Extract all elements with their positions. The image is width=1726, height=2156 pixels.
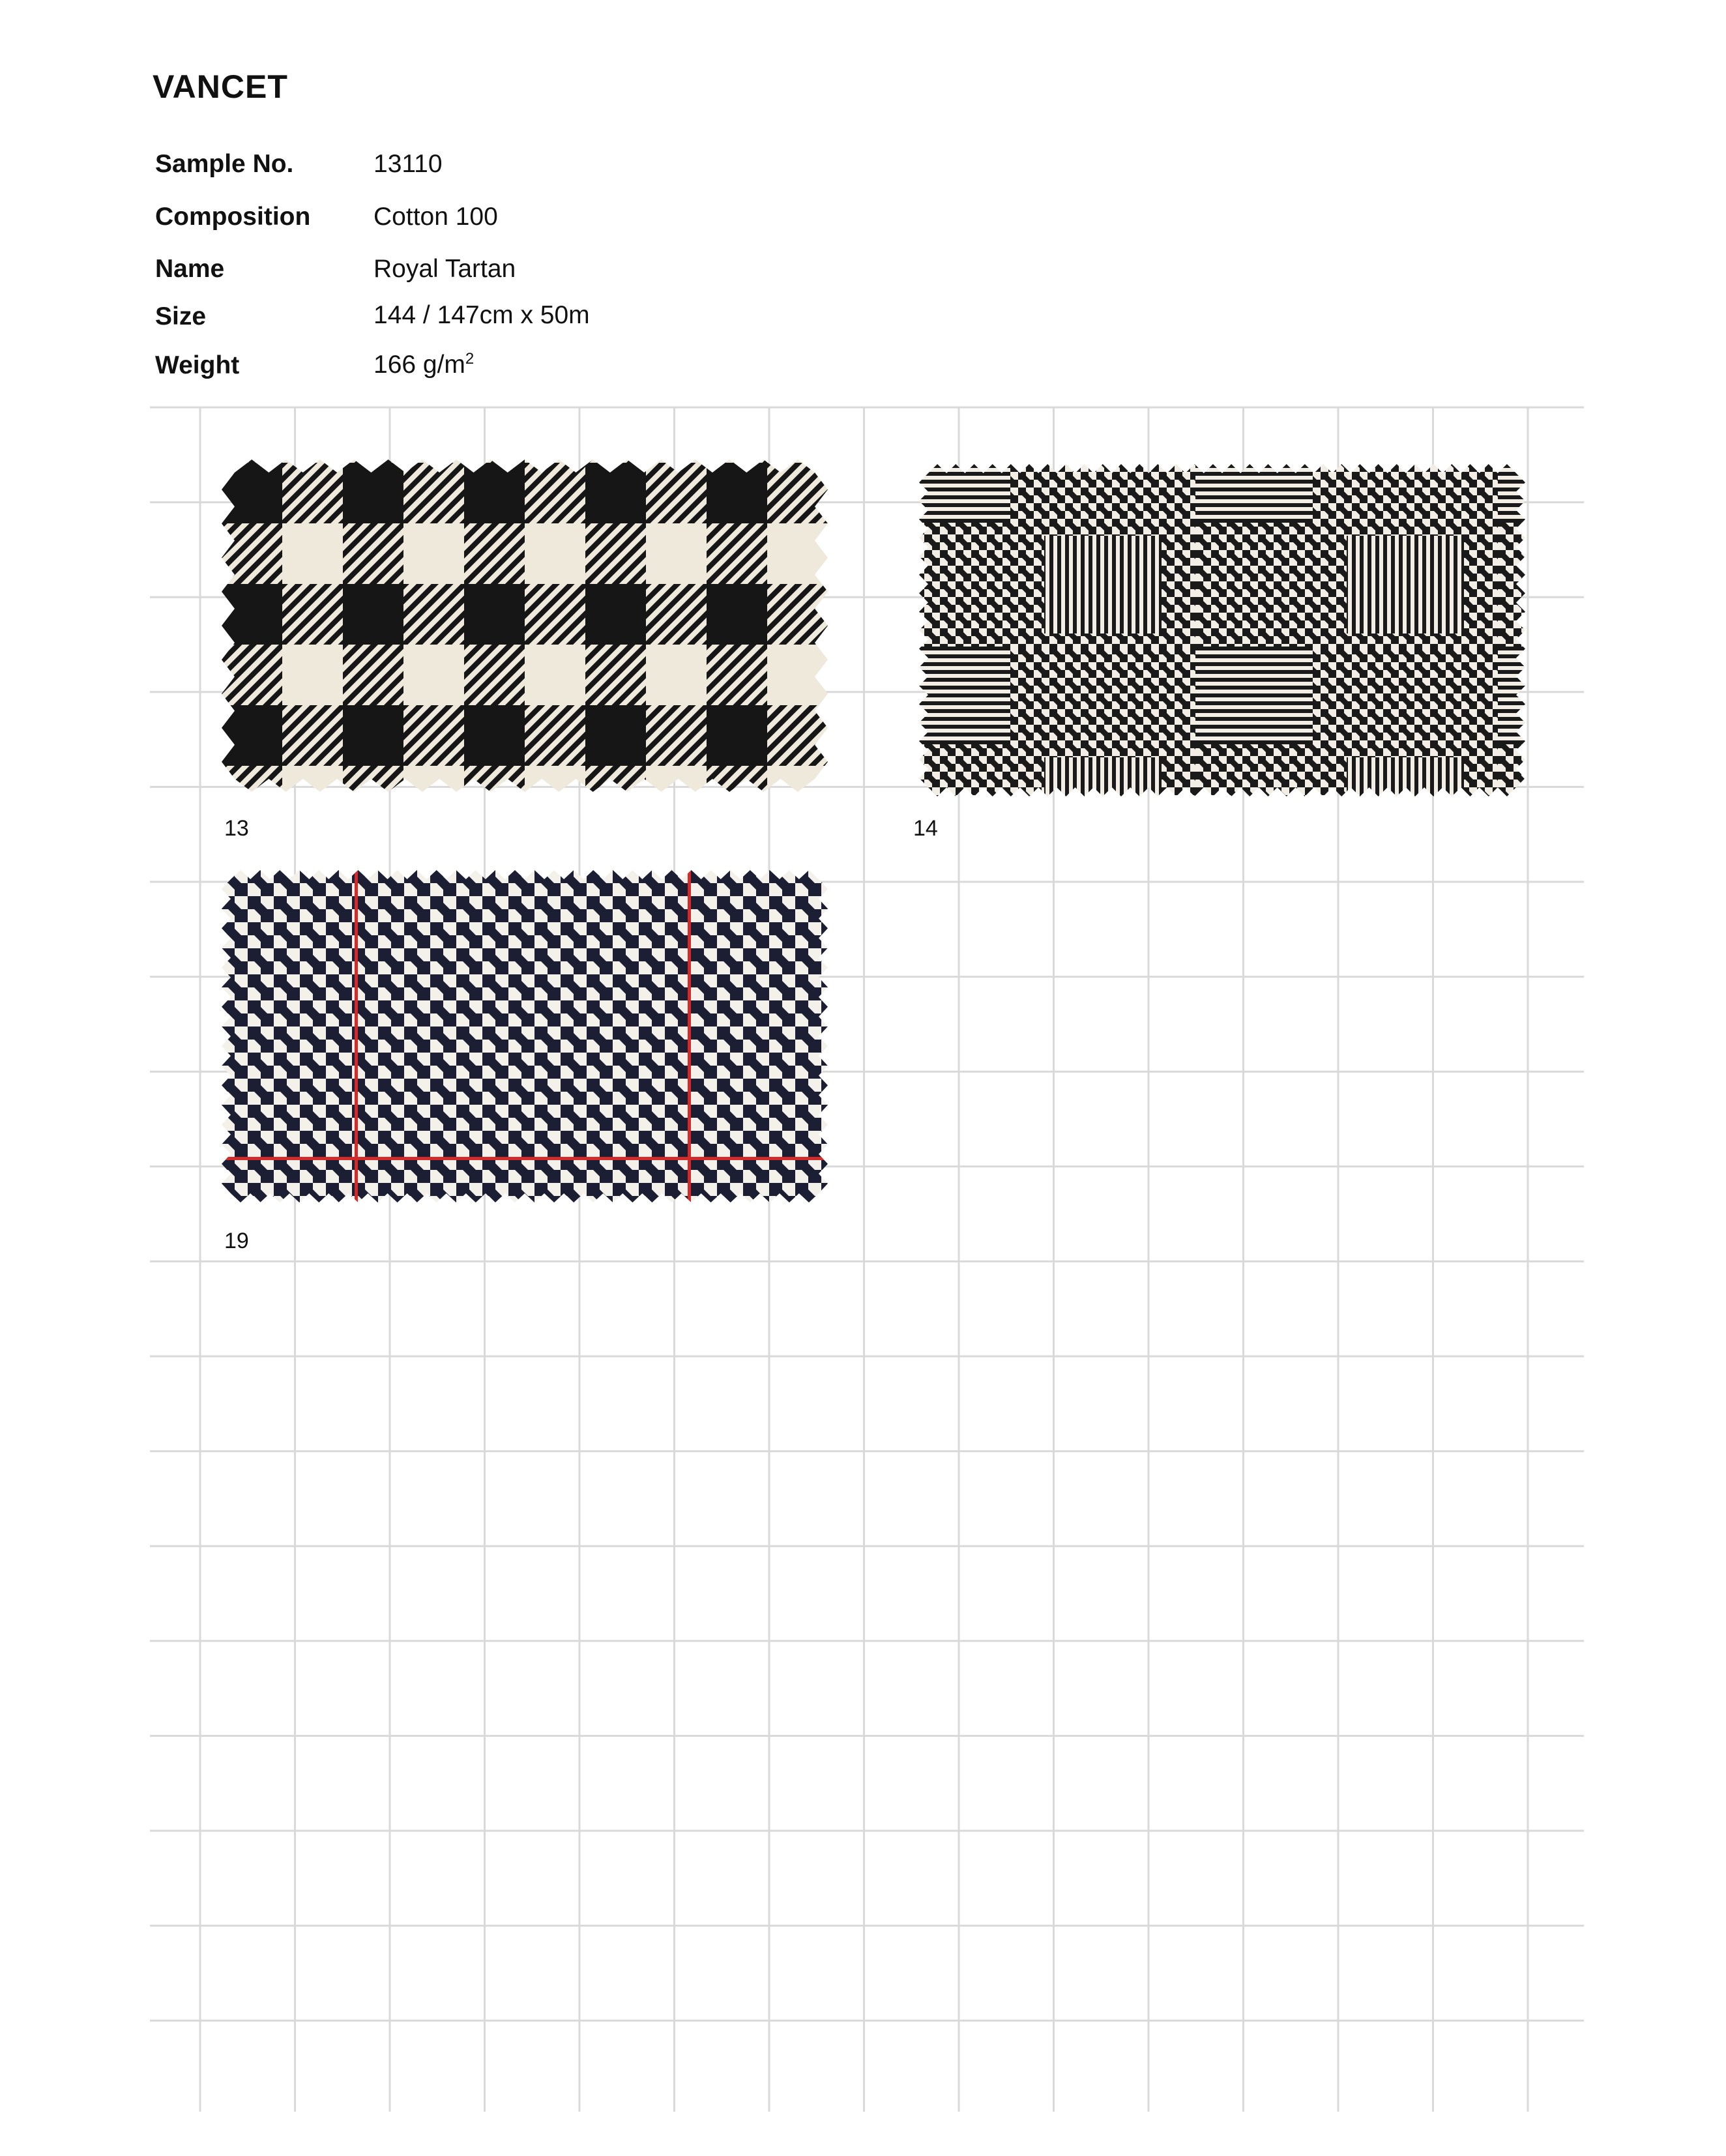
swatch-13-number: 13 <box>224 816 249 841</box>
brand-title: VANCET <box>153 68 288 105</box>
weight-label: Weight <box>155 351 240 379</box>
weight-value <box>373 351 474 377</box>
size-label: Size <box>155 302 207 330</box>
weight-value-text: 166 g/m <box>373 351 465 379</box>
name-value: Royal Tartan <box>373 255 516 283</box>
fabric-swatch-image <box>222 870 828 1202</box>
composition-value: Cotton 100 <box>373 203 498 231</box>
weight-unit-superscript: 2 <box>465 350 475 368</box>
sample-no-label: Sample No. <box>155 150 294 178</box>
swatch-13[interactable] <box>222 459 828 792</box>
swatch-19-number: 19 <box>224 1229 249 1253</box>
fabric-swatch-image <box>222 459 828 792</box>
fabric-swatch-image <box>919 464 1525 796</box>
sample-no-value: 13110 <box>373 150 443 178</box>
swatch-14[interactable] <box>919 464 1525 796</box>
composition-label: Composition <box>155 203 311 231</box>
size-value: 144 / 147cm x 50m <box>373 301 590 329</box>
swatch-19[interactable] <box>222 870 828 1202</box>
name-label: Name <box>155 255 225 283</box>
swatch-14-number: 14 <box>913 816 938 841</box>
